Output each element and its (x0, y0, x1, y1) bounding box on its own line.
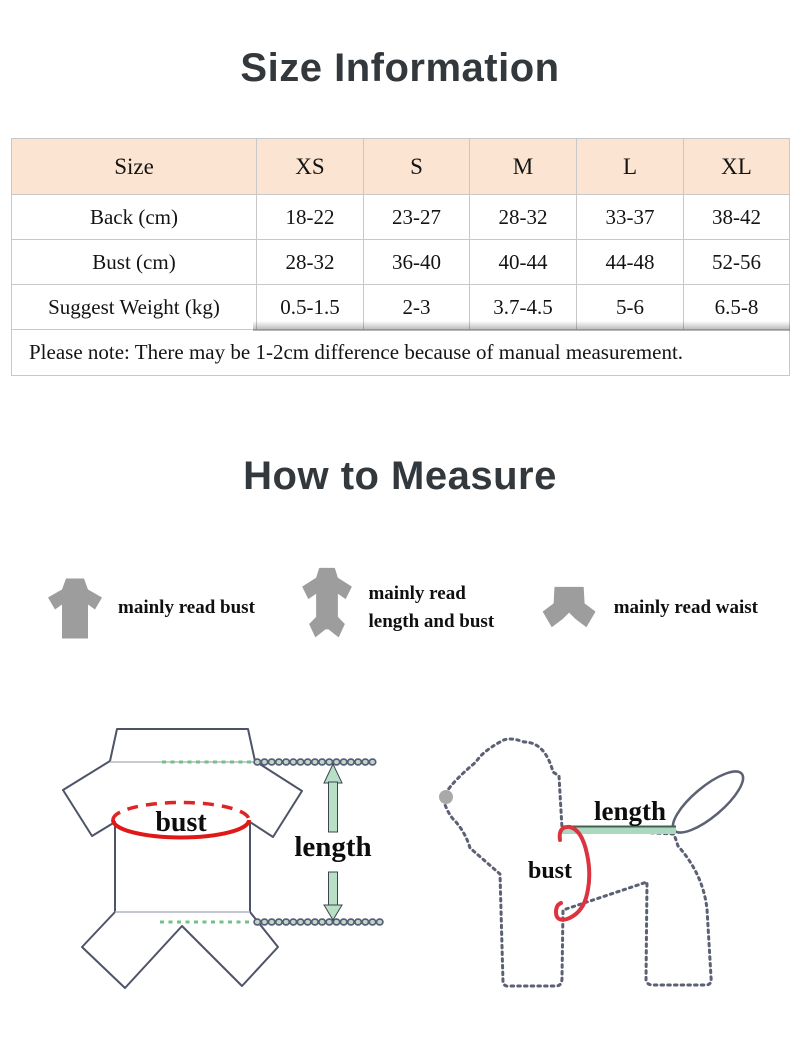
waist-garment-icon (539, 586, 601, 630)
row-label: Suggest Weight (kg) (12, 285, 257, 330)
size-table (11, 138, 790, 376)
guide-label: mainly read waist (613, 597, 758, 619)
header-cell-size: Size (12, 139, 257, 195)
measure-diagrams (0, 714, 800, 1048)
header-cell-xs: XS (257, 139, 364, 195)
size-table-cell: 33-37 (577, 195, 684, 240)
size-table-cell: 3.7-4.5 (470, 285, 577, 330)
garment-outline (63, 729, 302, 988)
size-table-cell: 5-6 (577, 285, 684, 330)
page-title: Size Information (240, 46, 560, 90)
size-table-cell: 52-56 (684, 240, 790, 285)
garment-length-label: length (294, 831, 372, 863)
how-to-measure-title: How to Measure (243, 454, 557, 498)
size-table-cell: 28-32 (470, 195, 577, 240)
jumpsuit-garment-icon (299, 567, 355, 649)
dog-outline (443, 739, 711, 986)
size-table-cell: 36-40 (364, 240, 470, 285)
size-table-cell: 18-22 (257, 195, 364, 240)
guide-label-line2: length and bust (368, 611, 495, 632)
table-row-bust (12, 240, 790, 285)
dog-nose-dot (439, 790, 453, 804)
length-arrow-down-shaft (329, 872, 338, 906)
table-row-back (12, 195, 790, 240)
guide-waist (539, 586, 758, 630)
size-table-cell: 40-44 (470, 240, 577, 285)
row-label: Bust (cm) (12, 240, 257, 285)
measure-guides-row (0, 562, 800, 654)
size-table-cell: 2-3 (364, 285, 470, 330)
size-table-cell: 0.5-1.5 (257, 285, 364, 330)
garment-measure-diagram (40, 714, 410, 1024)
guide-label: mainly read bust (118, 597, 255, 619)
header-cell-m: M (470, 139, 577, 195)
dog-bust-label: bust (527, 858, 573, 884)
size-table-cell: 28-32 (257, 240, 364, 285)
header-cell-xl: XL (684, 139, 790, 195)
size-table-header-row (12, 139, 790, 195)
table-row-weight (12, 285, 790, 330)
dog-measure-diagram (410, 714, 800, 1048)
size-table-cell: 38-42 (684, 195, 790, 240)
header-cell-l: L (577, 139, 684, 195)
table-row-note (12, 330, 790, 376)
guide-label (368, 580, 494, 635)
vest-garment-icon (45, 577, 105, 640)
guide-length-bust (299, 567, 494, 649)
dog-tail (665, 762, 752, 842)
dog-length-label: length (593, 796, 667, 826)
size-table-cell: 23-27 (364, 195, 470, 240)
measurement-note: Please note: There may be 1-2cm difference because of manual measurement. (12, 330, 790, 376)
guide-bust (45, 577, 255, 640)
garment-bust-label: bust (155, 807, 207, 838)
row-label: Back (cm) (12, 195, 257, 240)
size-table-cell: 44-48 (577, 240, 684, 285)
header-cell-s: S (364, 139, 470, 195)
length-arrow-up-shaft (329, 782, 338, 832)
length-arrow-up-head (324, 764, 342, 783)
length-arrow-down-head (324, 905, 342, 920)
size-table-cell: 6.5-8 (684, 285, 790, 330)
guide-label-line1: mainly read (368, 583, 466, 605)
